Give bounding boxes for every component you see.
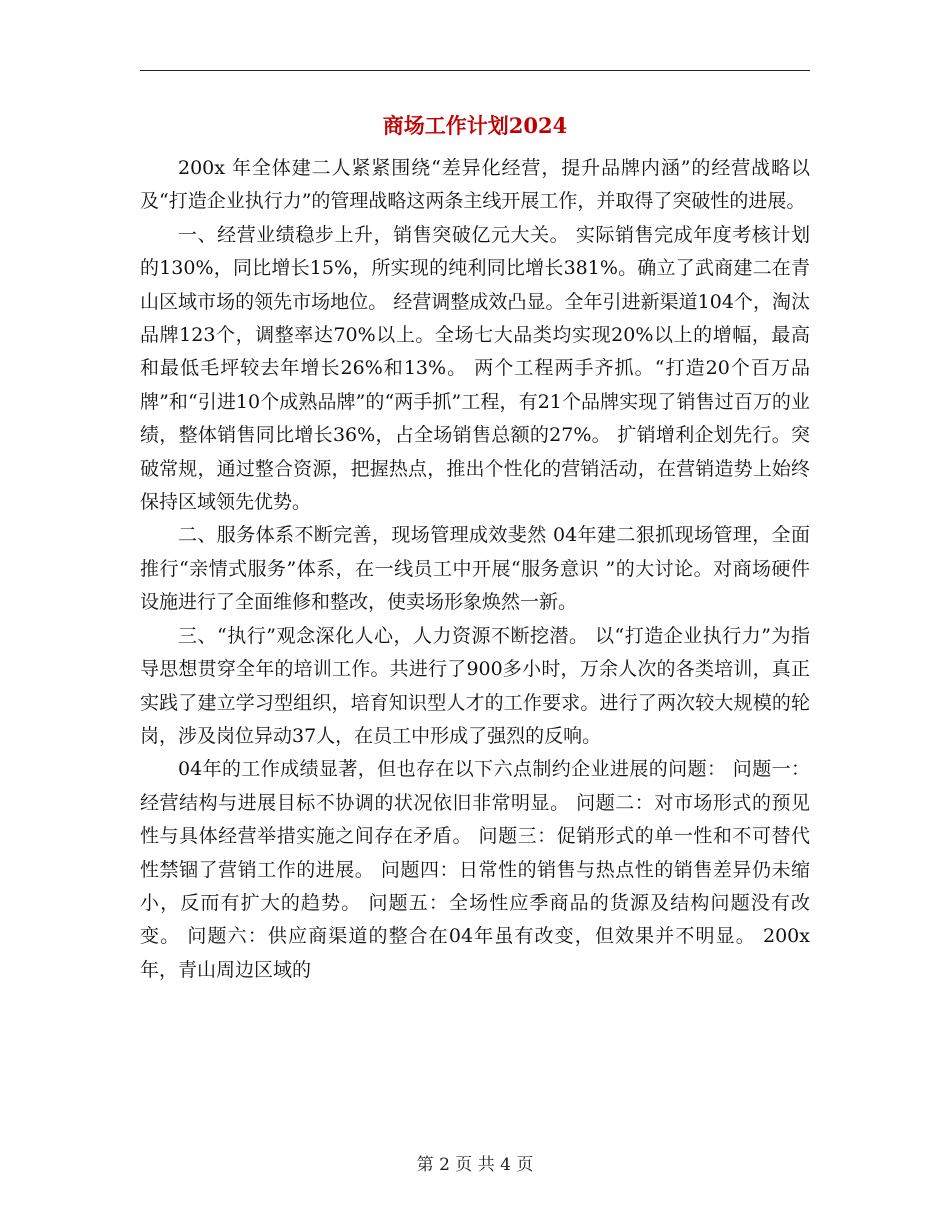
page-number-footer: 第 2 页 共 4 页 bbox=[416, 1155, 534, 1175]
paragraph-execution-training: 三、“执行”观念深化人心，人力资源不断挖潜。 以“打造企业执行力”为指导思想贯穿全年的培训工作。共进行了900多小时，万余人次的各类培训，真正实践了建立学习型组织，培育知识型人才的工作要求。进行了两次较大规模的轮岗，涉及岗位异动37人，在员工中形成了强烈的反响。 bbox=[140, 624, 810, 747]
document-title: 商场工作计划2024 bbox=[382, 113, 568, 138]
header-rule bbox=[140, 70, 810, 71]
paragraph-intro: 200x 年全体建二人紧紧围绕“差异化经营，提升品牌内涵”的经营战略以及“打造企业执行力”的管理战略这两条主线开展工作，并取得了突破性的进展。 bbox=[140, 157, 810, 213]
paragraph-business-performance: 一、经营业绩稳步上升，销售突破亿元大关。 实际销售完成年度考核计划的130%，同比增长15%，所实现的纯利同比增长381%。确立了武商建二在青山区域市场的领先市场地位。 经营调整成效凸显。全年引进新渠道104个，淘汰品牌123个，调整率达70%以上。全场七大品类均实现20%以上的增幅，最高和最低毛坪较去年增长26%和13%。 两个工程两手齐抓。“打造20个百万品牌”和“引进10个成熟品牌”的“两手抓”工程，有21个品牌实现了销售过百万的业绩，整体销售同比增长36%，占全场销售总额的27%。 扩销增利企划先行。突破常规，通过整合资源，把握热点，推出个性化的营销活动，在营销造势上始终保持区域领先优势。 bbox=[140, 223, 810, 514]
document-body bbox=[140, 152, 810, 987]
paragraph-problems: 04年的工作成绩显著，但也存在以下六点制约企业进展的问题： 问题一：经营结构与进展目标不协调的状况依旧非常明显。 问题二：对市场形式的预见性与具体经营举措实施之间存在矛盾。 问题三：促销形式的单一性和不可替代性禁锢了营销工作的进展。 问题四：日常性的销售与热点性的销售差异仍未缩小，反而有扩大的趋势。 问题五：全场性应季商品的货源及结构问题没有改变。 问题六：供应商渠道的整合在04年虽有改变，但效果并不明显。 200x 年，青山周边区域的 bbox=[140, 758, 810, 981]
paragraph-service-system: 二、服务体系不断完善，现场管理成效斐然 04年建二狠抓现场管理，全面推行“亲情式服务”体系，在一线员工中开展“服务意识 ”的大讨论。对商场硬件设施进行了全面维修和整改，使卖场形象焕然一新。 bbox=[140, 524, 810, 614]
